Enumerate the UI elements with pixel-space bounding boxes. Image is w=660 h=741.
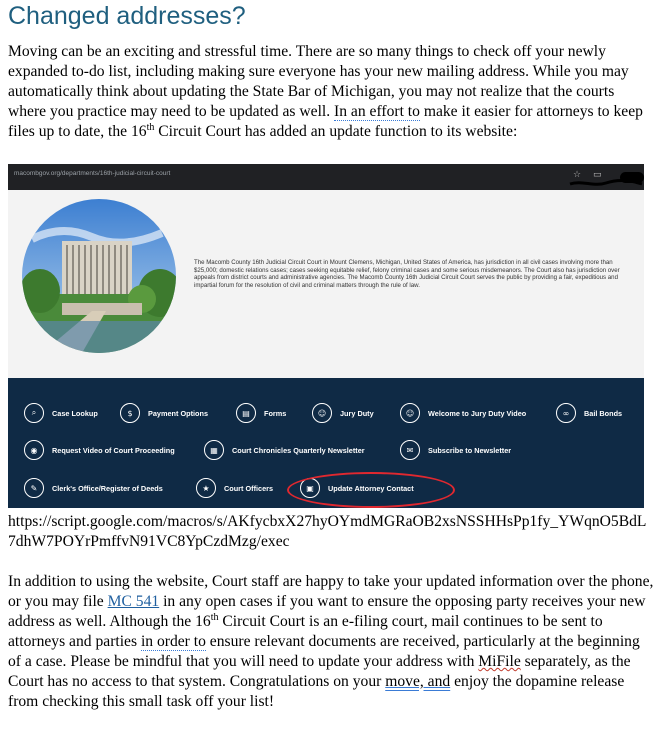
nav-label: Jury Duty	[340, 408, 374, 418]
grammar-flag-text: move, and	[385, 673, 451, 690]
spelling-flag-text: MiFile	[478, 653, 521, 670]
intro-text: Moving can be an exciting and stressful time. There are so many things to check off your newly expanded to-do list, including making sure everyone has your new mailing address. While you may automatically think about updating the State Bar of Michigan, you may not realize that the courts where you practice may need to be updated as well.	[8, 43, 629, 120]
intro-text-end: Circuit Court has added an update function to its website:	[154, 123, 518, 140]
ordinal-suffix: th	[146, 121, 155, 133]
nav-label: Court Officers	[224, 483, 274, 493]
paperclip-icon: ✎	[24, 478, 44, 498]
browser-address-bar	[8, 164, 644, 190]
nav-label: Case Lookup	[52, 408, 98, 418]
search-icon: ⌕	[24, 403, 44, 423]
nav-court-chronicles[interactable]	[204, 440, 365, 460]
nav-label: Clerk's Office/Register of Deeds	[52, 483, 163, 493]
nav-bail-bonds[interactable]	[556, 403, 622, 423]
nav-request-video[interactable]	[24, 440, 175, 460]
website-screenshot	[8, 164, 644, 508]
closing-text: in any open cases if you want to ensure the opposing party receives your new address as well. Although the 16	[8, 593, 646, 630]
mc541-link[interactable]: MC 541	[107, 593, 160, 610]
dollar-icon: $	[120, 403, 140, 423]
nav-label: Subscribe to Newsletter	[428, 445, 512, 455]
closing-paragraph	[8, 572, 654, 712]
red-highlight-ellipse	[287, 472, 455, 508]
document-icon: ▤	[236, 403, 256, 423]
closing-text: In addition to using the website, Court staff are happy to take your updated information over the phone, or you may file	[8, 573, 654, 610]
nav-label: Request Video of Court Proceeding	[52, 445, 175, 455]
redaction-scribble	[568, 178, 644, 188]
nav-label: Payment Options	[148, 408, 209, 418]
nav-label: Forms	[264, 408, 287, 418]
newspaper-icon: ▦	[204, 440, 224, 460]
nav-label: Court Chronicles Quarterly Newsletter	[232, 445, 365, 455]
heading: Changed addresses?	[8, 2, 246, 30]
officer-icon: ★	[196, 478, 216, 498]
nav-forms[interactable]	[236, 403, 286, 423]
star-icon: ☆	[573, 170, 582, 180]
nav-label: Bail Bonds	[584, 408, 623, 418]
tab-icon: ▭	[593, 170, 602, 180]
nav-clerks-office[interactable]	[24, 478, 163, 498]
handcuffs-icon: ∞	[556, 403, 576, 423]
envelope-icon: ✉	[400, 440, 420, 460]
nav-jury-video[interactable]	[400, 403, 526, 423]
closing-text: Circuit Court is an e-filing court, mail continues to be sent to attorneys and parties	[8, 613, 603, 650]
closing-text: separately, as the Court has no access to that system. Congratulations on your	[8, 653, 631, 690]
nav-subscribe[interactable]	[400, 440, 511, 460]
intro-text-cont: make it easier for attorneys to keep files up to date, the 16	[8, 103, 643, 140]
nav-payment-options[interactable]	[120, 403, 208, 423]
nav-court-officers[interactable]	[196, 478, 273, 498]
contact-card-icon: ▣	[300, 478, 320, 498]
nav-label: Update Attorney Contact	[328, 483, 414, 493]
people-icon: ☺	[400, 403, 420, 423]
browser-url: macombgov.org/departments/16th-judicial-circuit-court	[14, 170, 171, 177]
courthouse-photo	[22, 199, 176, 353]
closing-text: enjoy the dopamine release from checking this small task off your list!	[8, 673, 625, 710]
nav-jury-duty[interactable]	[312, 403, 374, 423]
nav-case-lookup[interactable]	[24, 403, 98, 423]
update-form-url[interactable]: https://script.google.com/macros/s/AKfycbxX27hyOYmdMGRaOB2xsNSSHHsPp1fy_YWqnO5BdL7dhW7POYrPmffvN91VC8YpCzdMzg/exec	[8, 513, 647, 550]
grammar-flag-text: in order to	[140, 633, 206, 650]
camera-icon: ◉	[24, 440, 44, 460]
court-description: The Macomb County 16th Judicial Circuit Court in Mount Clemens, Michigan, United States of America, has jurisdiction in all civil cases involving more than $25,000; domestic relations cases; cases seeking equitable relief, felony criminal cases and some serious misdemeanors. The Court also has jurisdiction over appeals from district courts and administrative agencies. The Macomb County 16th Judicial Circuit Court serves the public by providing a fair, expeditious and impartial forum for the resolution of civil and criminal matters through the rule of law.	[194, 259, 620, 289]
nav-label: Welcome to Jury Duty Video	[428, 408, 527, 418]
grammar-flag-text: In an effort to	[334, 103, 420, 120]
people-icon: ☺	[312, 403, 332, 423]
closing-text: ensure relevant documents are received, particularly at the beginning of a case. Please be mindful that you will need to update your address with	[8, 633, 640, 670]
intro-paragraph	[8, 42, 654, 142]
ordinal-suffix: th	[210, 611, 219, 623]
